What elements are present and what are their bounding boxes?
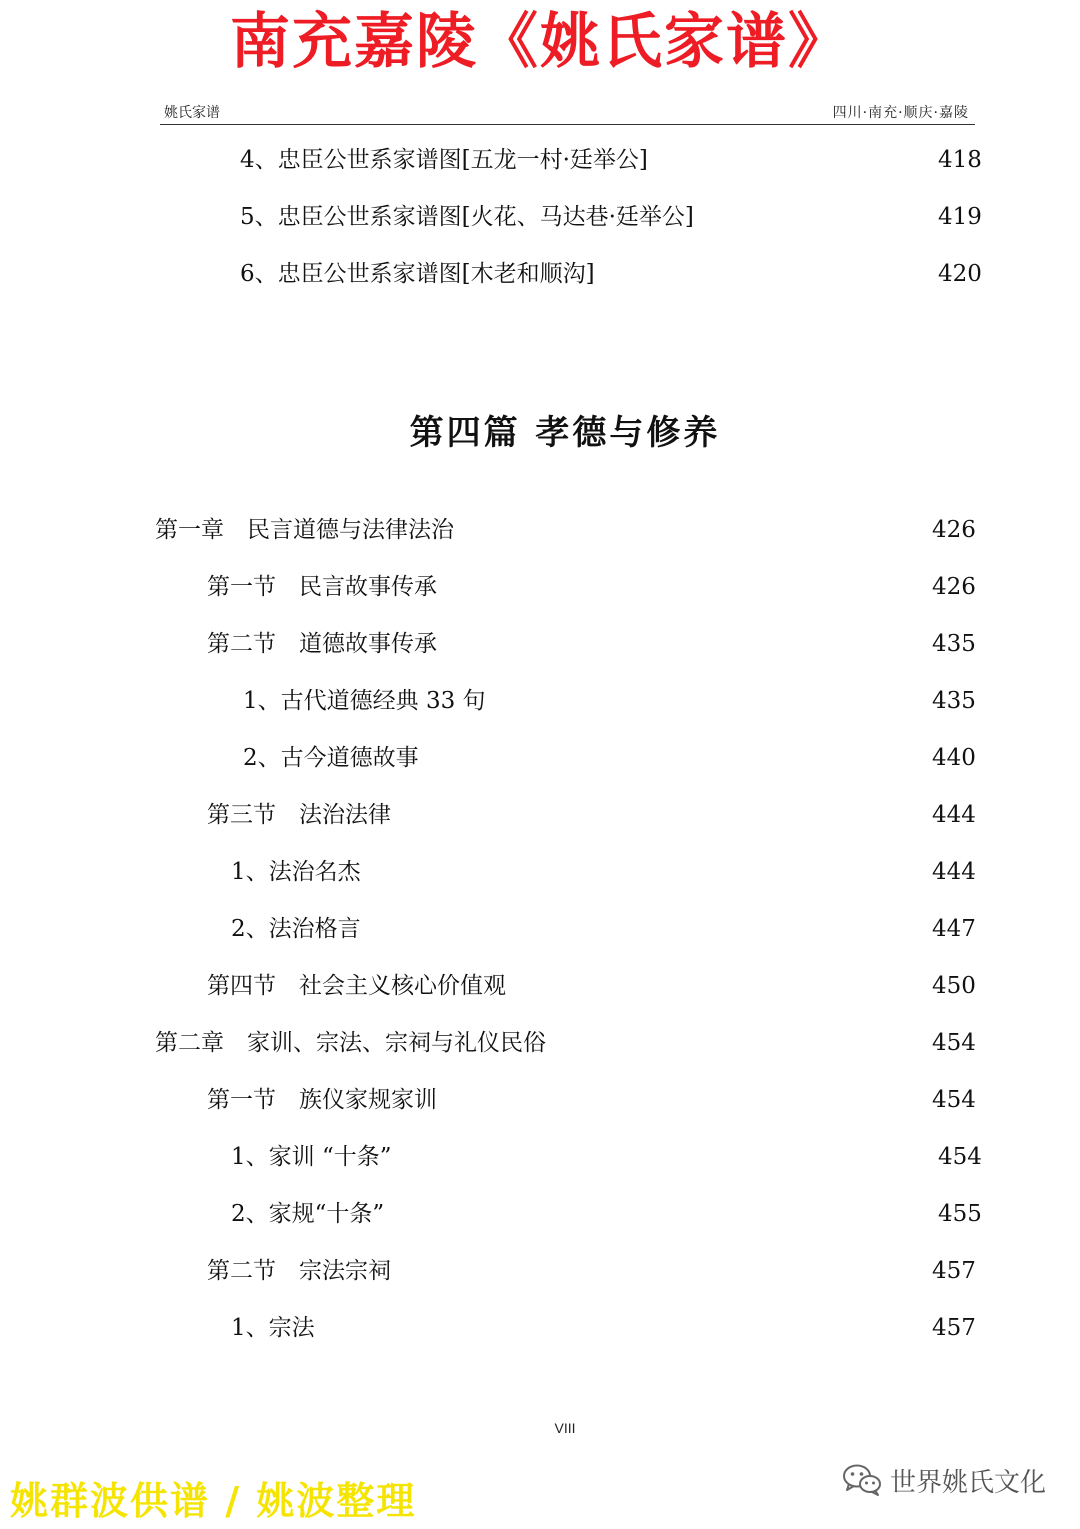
toc-entry-page: 418 <box>938 147 982 173</box>
toc-entry-title: 第一章 民言道德与法律法治 <box>155 517 454 543</box>
toc-entry-page: 447 <box>932 916 976 942</box>
toc-entry-page: 450 <box>932 973 976 999</box>
watermark-text: 世界姚氏文化 <box>889 1467 1046 1498</box>
page-number: VIII <box>554 1420 576 1436</box>
toc-section <box>207 572 437 602</box>
toc-entry-title: 第一节 族仪家规家训 <box>207 1087 437 1113</box>
toc-entry-title: 第二节 宗法宗祠 <box>207 1258 391 1284</box>
toc-entry-title: 第四节 社会主义核心价值观 <box>207 973 506 999</box>
toc-entry-page: 457 <box>932 1258 976 1284</box>
toc-entry-page: 435 <box>932 631 976 657</box>
running-header-left: 姚氏家谱 <box>164 105 220 121</box>
toc-item <box>231 1142 391 1172</box>
toc-entry-page: 444 <box>932 859 976 885</box>
toc-section <box>207 629 437 659</box>
toc-entry-title: 2、法治格言 <box>231 916 361 942</box>
watermark <box>842 1460 1046 1500</box>
toc-entry-page: 454 <box>938 1144 982 1170</box>
toc-item <box>231 914 361 944</box>
toc-item <box>231 1313 315 1343</box>
toc-entry-page: 419 <box>938 204 982 230</box>
toc-entry-page: 426 <box>932 574 976 600</box>
toc-entry-title: 第一节 民言故事传承 <box>207 574 437 600</box>
toc-item <box>243 686 486 716</box>
toc-section <box>207 971 506 1001</box>
toc-entry-page: 454 <box>932 1030 976 1056</box>
toc-entry-title: 第三节 法治法律 <box>207 802 391 828</box>
section-heading: 第四篇 孝德与修养 <box>409 413 721 453</box>
toc-entry-page: 454 <box>932 1087 976 1113</box>
toc-chapter <box>155 1028 546 1058</box>
toc-entry-title: 1、古代道德经典 33 句 <box>243 688 486 714</box>
running-header-right: 四川·南充·顺庆·嘉陵 <box>832 105 969 121</box>
toc-entry-title: 6、忠臣公世系家谱图[木老和顺沟] <box>240 261 595 287</box>
toc-entry-title: 1、法治名杰 <box>231 859 361 885</box>
toc-item <box>243 743 419 773</box>
toc-entry-title: 4、忠臣公世系家谱图[五龙一村·廷举公] <box>240 147 648 173</box>
toc-entry-page: 420 <box>938 261 982 287</box>
toc-entry <box>240 145 980 175</box>
toc-entry <box>240 202 980 232</box>
toc-entry-title: 1、家训 “十条” <box>231 1144 392 1170</box>
toc-entry-page: 435 <box>932 688 976 714</box>
toc-entry-title: 第二节 道德故事传承 <box>207 631 437 657</box>
toc-entry-title: 5、忠臣公世系家谱图[火花、马达巷·廷举公] <box>240 204 694 230</box>
toc-entry-title: 2、古今道德故事 <box>243 745 419 771</box>
toc-item <box>231 857 361 887</box>
toc-entry-title: 第二章 家训、宗法、宗祠与礼仪民俗 <box>155 1030 546 1056</box>
toc-entry-title: 2、家规“十条” <box>231 1201 385 1227</box>
toc-entry-page: 426 <box>932 517 976 543</box>
toc-item <box>231 1199 384 1229</box>
wechat-icon <box>842 1463 882 1497</box>
toc-section <box>207 800 391 830</box>
toc-section <box>207 1085 437 1115</box>
toc-chapter <box>155 515 454 545</box>
running-header <box>160 100 975 125</box>
toc-entry-page: 455 <box>938 1201 982 1227</box>
toc-entry <box>240 259 980 289</box>
toc-entry-page: 440 <box>932 745 976 771</box>
banner-title: 南充嘉陵《姚氏家谱》 <box>230 7 850 77</box>
toc-entry-title: 1、宗法 <box>231 1315 315 1341</box>
footer-credit: 姚群波供谱 / 姚波整理 <box>10 1479 417 1523</box>
toc-entry-page: 444 <box>932 802 976 828</box>
toc-section <box>207 1256 391 1286</box>
toc-entry-page: 457 <box>932 1315 976 1341</box>
